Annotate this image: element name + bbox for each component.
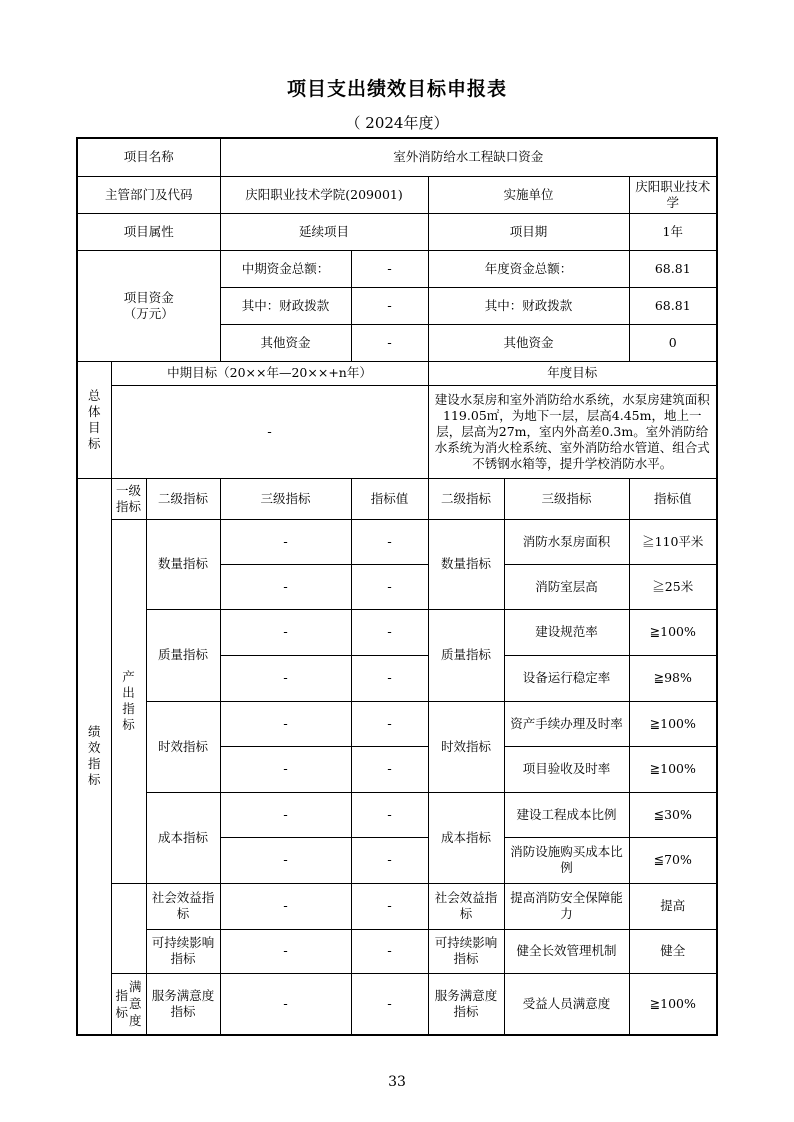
perf-indicator-label: 绩 效 指 标 (77, 478, 111, 1035)
table-row (77, 519, 717, 564)
year-total-label: 年度资金总额： (428, 250, 629, 287)
sustain-label-year: 可持续影响指标 (428, 929, 504, 973)
mid-value-cell: - (351, 655, 428, 701)
mid-value-cell: - (351, 792, 428, 837)
mid-level3-cell: - (220, 609, 351, 655)
mid-value-cell: - (351, 609, 428, 655)
timeliness-label-mid: 时效指标 (146, 701, 220, 792)
year-value-cell: ≦30% (629, 792, 717, 837)
mid-value-cell: - (351, 929, 428, 973)
timeliness-label-year: 时效指标 (428, 701, 504, 792)
year-value-cell: ≧110平米 (629, 519, 717, 564)
table-row (77, 929, 717, 973)
row-funds-total (77, 250, 717, 287)
year-level3-cell: 健全长效管理机制 (504, 929, 629, 973)
year-level3-cell: 消防设施购买成本比例 (504, 837, 629, 883)
mid-fiscal-value: - (351, 287, 428, 324)
table-row (77, 973, 717, 1035)
mid-total-label: 中期资金总额： (220, 250, 351, 287)
year-other-value: 0 (629, 324, 717, 361)
cost-label-mid: 成本指标 (146, 792, 220, 883)
mid-level3-cell: - (220, 792, 351, 837)
value-header-mid: 指标值 (351, 478, 428, 519)
benefit-indicator-blank (111, 883, 146, 973)
level3-header-mid: 三级指标 (220, 478, 351, 519)
table-row (77, 609, 717, 655)
year-level3-cell: 建设工程成本比例 (504, 792, 629, 837)
project-name-label: 项目名称 (77, 138, 220, 176)
period-label: 项目期 (428, 213, 629, 250)
service-label-mid: 服务满意度指标 (146, 973, 220, 1035)
quantity-label-mid: 数量指标 (146, 519, 220, 609)
year-level3-cell: 设备运行稳定率 (504, 655, 629, 701)
mid-other-value: - (351, 324, 428, 361)
year-value-cell: ≧100% (629, 701, 717, 746)
year-fiscal-value: 68.81 (629, 287, 717, 324)
row-overall-content (77, 385, 717, 478)
sustain-label-mid: 可持续影响指标 (146, 929, 220, 973)
mid-level3-cell: - (220, 883, 351, 929)
executor-value: 庆阳职业技术学 (629, 176, 717, 213)
year-level3-cell: 资产手续办理及时率 (504, 701, 629, 746)
year-level3-cell: 提高消防安全保障能力 (504, 883, 629, 929)
year-level3-cell: 建设规范率 (504, 609, 629, 655)
mid-level3-cell: - (220, 564, 351, 609)
mid-value-cell: - (351, 746, 428, 792)
period-value: 1年 (629, 213, 717, 250)
funds-label: 项目资金 （万元） (77, 250, 220, 361)
mid-value-cell: - (351, 837, 428, 883)
mid-fiscal-label: 其中：财政拨款 (220, 287, 351, 324)
year-value-cell: ≧100% (629, 746, 717, 792)
overall-target-label: 总 体 目 标 (77, 361, 111, 478)
table-row (77, 883, 717, 929)
social-label-mid: 社会效益指标 (146, 883, 220, 929)
department-label: 主管部门及代码 (77, 176, 220, 213)
year-level3-cell: 项目验收及时率 (504, 746, 629, 792)
service-label-year: 服务满意度指标 (428, 973, 504, 1035)
quality-label-mid: 质量指标 (146, 609, 220, 701)
page-number: 33 (388, 1074, 406, 1090)
year-value-cell: ≧100% (629, 609, 717, 655)
department-value: 庆阳职业技术学院(209001) (220, 176, 428, 213)
level1-header: 一级 指标 (111, 478, 146, 519)
year-value-cell: ≦70% (629, 837, 717, 883)
mid-value-cell: - (351, 519, 428, 564)
year-label: （ 2024年度） (345, 114, 449, 132)
year-value-cell: 健全 (629, 929, 717, 973)
level2-header-year: 二级指标 (428, 478, 504, 519)
project-name-value: 室外消防给水工程缺口资金 (220, 138, 717, 176)
level2-header-mid: 二级指标 (146, 478, 220, 519)
row-overall-header (77, 361, 717, 385)
satisfaction-label-a: 指 标 (115, 987, 128, 1020)
year-target-header: 年度目标 (428, 361, 717, 385)
mid-value-cell: - (351, 564, 428, 609)
mid-target-header: 中期目标（20××年—20××+n年） (111, 361, 428, 385)
table-row (77, 701, 717, 746)
mid-value-cell: - (351, 701, 428, 746)
row-perf-header (77, 478, 717, 519)
year-value-cell: ≧98% (629, 655, 717, 701)
row-department (77, 176, 717, 213)
year-level3-cell: 受益人员满意度 (504, 973, 629, 1035)
attribute-label: 项目属性 (77, 213, 220, 250)
year-other-label: 其他资金 (428, 324, 629, 361)
output-indicator-label: 产 出 指 标 (111, 519, 146, 883)
mid-level3-cell: - (220, 519, 351, 564)
quantity-label-year: 数量指标 (428, 519, 504, 609)
year-level3-cell: 消防室层高 (504, 564, 629, 609)
satisfaction-label-b: 满 意 度 (129, 979, 142, 1029)
year-level3-cell: 消防水泵房面积 (504, 519, 629, 564)
page-title: 项目支出绩效目标申报表 (286, 78, 507, 100)
mid-level3-cell: - (220, 655, 351, 701)
mid-total-value: - (351, 250, 428, 287)
year-target-content: 建设水泵房和室外消防给水系统，水泵房建筑面积119.05㎡，为地下一层，层高4.45m，地上一层，层高为27m，室内外高差0.3m。室外消防给水系统为消火栓系统、室外消防给水管道、组合式不锈钢水箱等，提升学校消防水平。 (428, 385, 717, 478)
table-row (77, 792, 717, 837)
quality-label-year: 质量指标 (428, 609, 504, 701)
mid-other-label: 其他资金 (220, 324, 351, 361)
satisfaction-indicator-label (111, 973, 146, 1035)
mid-level3-cell: - (220, 837, 351, 883)
mid-value-cell: - (351, 883, 428, 929)
year-total-value: 68.81 (629, 250, 717, 287)
year-value-cell: 提高 (629, 883, 717, 929)
mid-target-content: - (111, 385, 428, 478)
mid-level3-cell: - (220, 746, 351, 792)
year-value-cell: ≧100% (629, 973, 717, 1035)
mid-level3-cell: - (220, 701, 351, 746)
executor-label: 实施单位 (428, 176, 629, 213)
value-header-year: 指标值 (629, 478, 717, 519)
performance-target-table (76, 137, 718, 1036)
mid-level3-cell: - (220, 929, 351, 973)
year-value-cell: ≧25米 (629, 564, 717, 609)
level3-header-year: 三级指标 (504, 478, 629, 519)
year-fiscal-label: 其中：财政拨款 (428, 287, 629, 324)
row-attribute (77, 213, 717, 250)
attribute-value: 延续项目 (220, 213, 428, 250)
social-label-year: 社会效益指标 (428, 883, 504, 929)
cost-label-year: 成本指标 (428, 792, 504, 883)
mid-value-cell: - (351, 973, 428, 1035)
mid-level3-cell: - (220, 973, 351, 1035)
row-project-name (77, 138, 717, 176)
